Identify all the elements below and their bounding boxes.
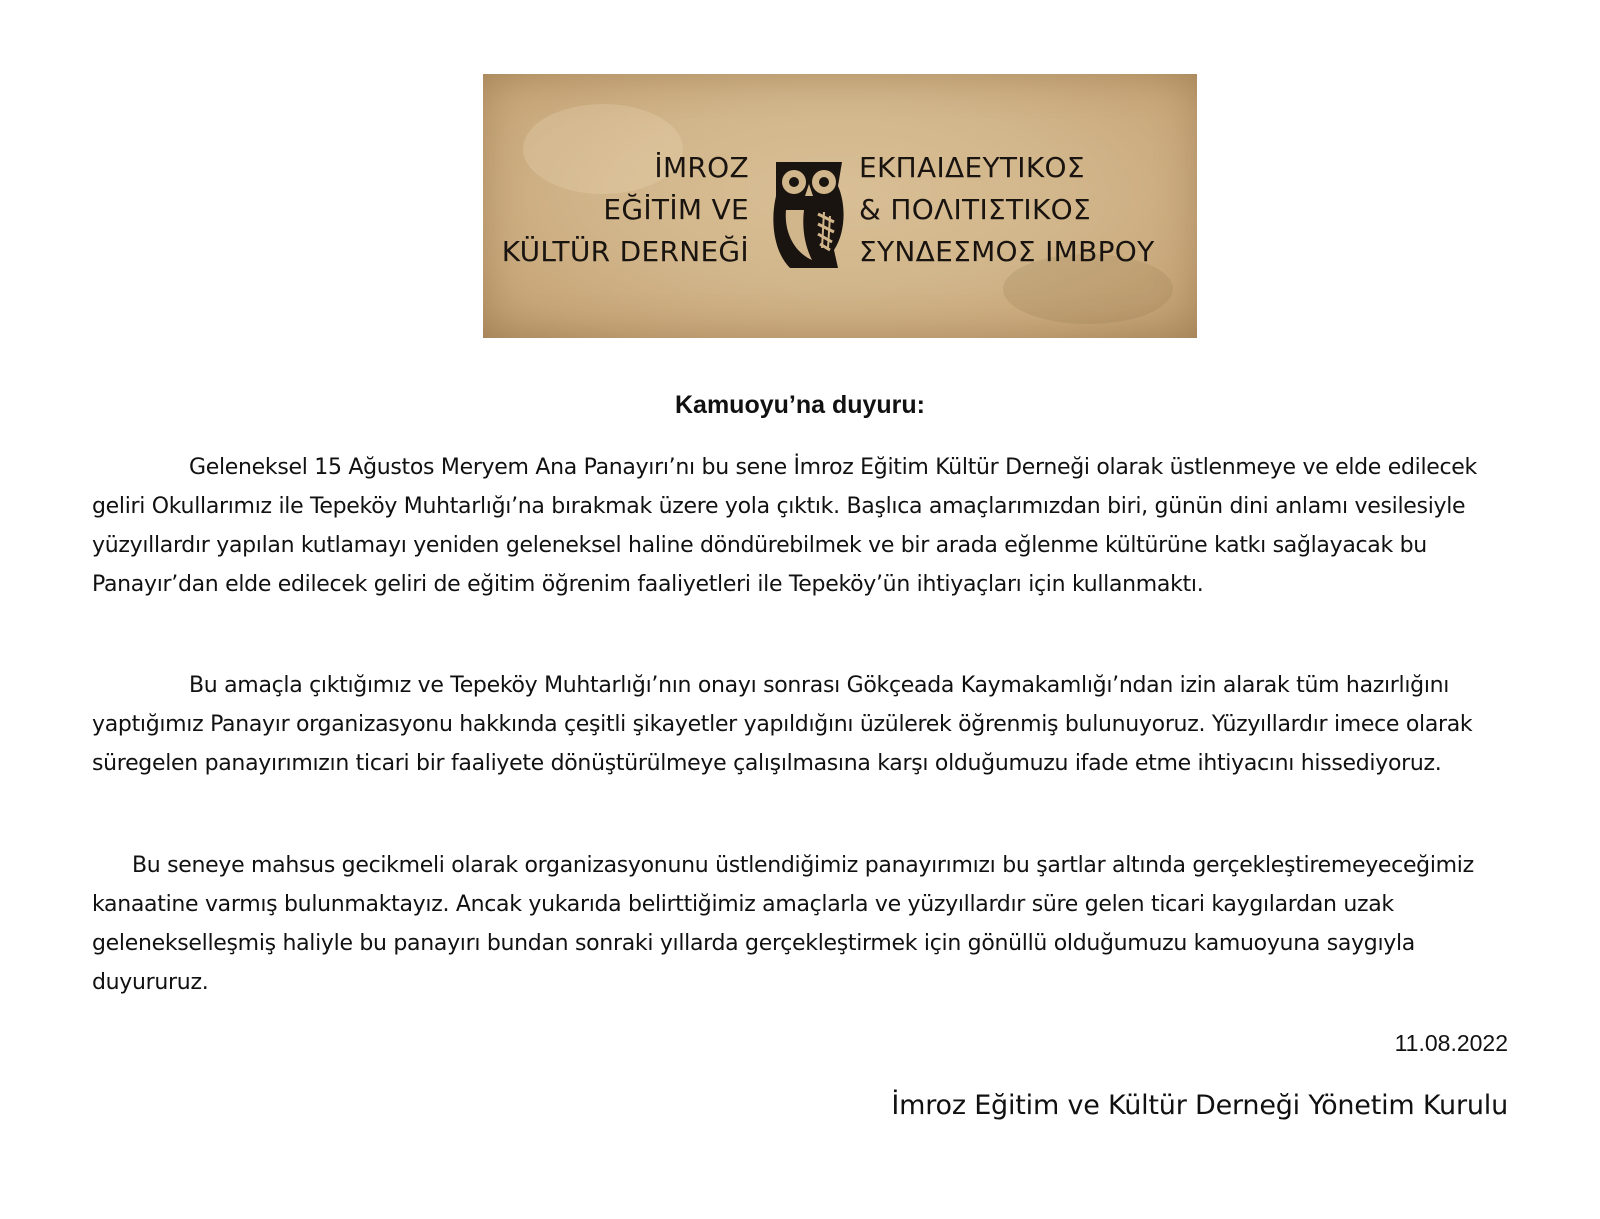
logo-greek-line: ΣΥΝΔΕΣΜΟΣ ΙΜΒΡΟΥ [859, 235, 1155, 268]
logo-greek-name [859, 147, 1155, 273]
logo-greek-line: & ΠΟΛΙΤΙΣΤΙΚΟΣ [859, 193, 1091, 226]
announcement-paragraph: Geleneksel 15 Ağustos Meryem Ana Panayırı’nı bu sene İmroz Eğitim Kültür Derneği olarak üstlenmeye ve elde edilecek geliri Okullarımız ile Tepeköy Muhtarlığı’na bırakmak üzere yola çıktık. Başlıca amaçlarımızdan biri, günün dini anlamı vesilesiyle yüzyıllardır yapılan kutlamayı yeniden geleneksel haline döndürebilmek ve bir arada eğlenme kültürüne katkı sağlayacak bu Panayır’dan elde edilecek geliri de eğitim öğrenim faaliyetleri ile Tepeköy’ün ihtiyaçları için kullanmaktı. [92, 455, 1477, 597]
logo-turkish-name [502, 147, 749, 273]
logo-turkish-line: EĞİTİM VE [603, 193, 749, 226]
owl-icon [768, 152, 850, 272]
announcement-paragraph: Bu amaçla çıktığımız ve Tepeköy Muhtarlığı’nın onayı sonrası Gökçeada Kaymakamlığı’ndan izin alarak tüm hazırlığını yaptığımız Panayır organizasyonu hakkında çeşitli şikayetler yapıldığını üzülerek öğrenmiş bulunuyoruz. Yüzyıllardır imece olarak süregelen panayırımızın ticari bir faaliyete dönüştürülmeye çalışılmasına karşı olduğumuzu ifade etme ihtiyacını hissediyoruz. [92, 673, 1473, 776]
announcement-signature: İmroz Eğitim ve Kültür Derneği Yönetim Kurulu [891, 1090, 1508, 1121]
announcement-paragraph: Bu seneye mahsus gecikmeli olarak organizasyonunu üstlendiğimiz panayırımızı bu şartlar altında gerçekleştiremeyeceğimiz kanaatine varmış bulunmaktayız. Ancak yukarıda belirttiğimiz amaçlarla ve yüzyıllardır süre gelen ticari kaygılardan uzak gelenekselleşmiş haliyle bu panayırı bundan sonraki yıllarda gerçekleştirmek için gönüllü olduğumuzu kamuoyuna saygıyla duyururuz. [92, 853, 1474, 995]
logo-greek-line: ΕΚΠΑΙΔΕΥΤΙΚΟΣ [859, 151, 1085, 184]
announcement-title: Kamuoyu’na duyuru: [674, 391, 925, 419]
logo-turkish-line: KÜLTÜR DERNEĞİ [501, 235, 749, 268]
logo-turkish-line: İMROZ [654, 151, 749, 184]
association-logo [483, 74, 1197, 338]
announcement-date: 11.08.2022 [1394, 1030, 1508, 1056]
